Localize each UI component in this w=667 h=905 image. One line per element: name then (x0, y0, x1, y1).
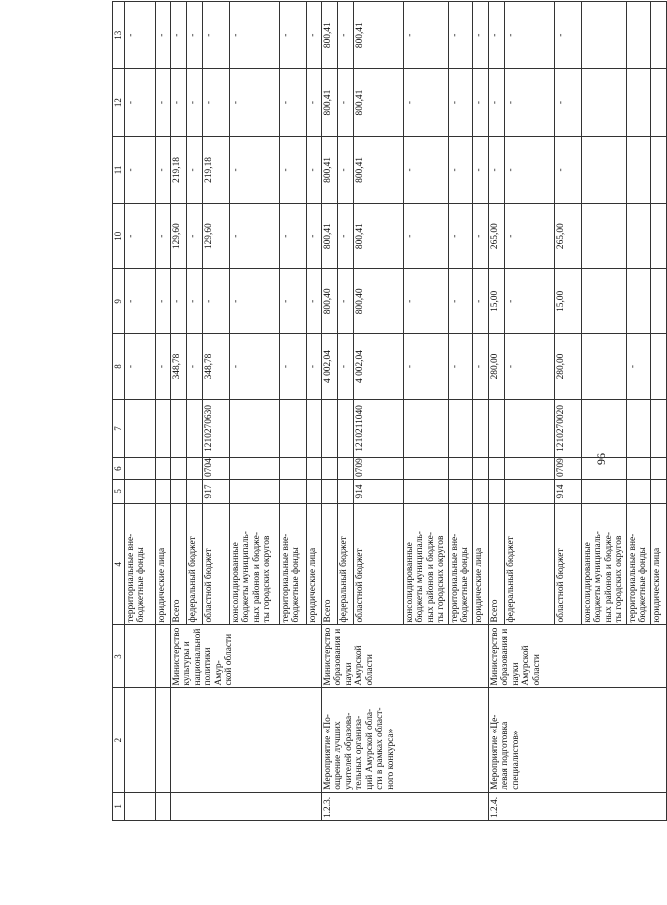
amount-cell: - (306, 2, 321, 69)
amount-cell: 348,78 (202, 334, 229, 399)
funding-source-cell: областной бюджет (554, 503, 581, 625)
amount-cell (650, 136, 666, 203)
amount-cell (581, 334, 626, 399)
budget-code-cell (488, 458, 504, 480)
budget-code-cell (488, 479, 504, 503)
amount-cell: - (448, 69, 472, 136)
amount-cell: - (337, 204, 353, 269)
budget-code-cell (650, 399, 666, 458)
amount-cell: - (472, 334, 488, 399)
amount-cell: - (186, 334, 202, 399)
budget-code-cell (626, 399, 650, 458)
amount-cell (626, 136, 650, 203)
executor-cell (124, 625, 155, 688)
budget-code-cell (504, 399, 554, 458)
funding-source-cell: Всего (321, 503, 337, 625)
budget-code-cell (581, 479, 626, 503)
amount-cell: 219,18 (202, 136, 229, 203)
amount-cell: - (337, 136, 353, 203)
amount-cell: 800,41 (353, 136, 403, 203)
funding-source-cell: федеральный бюджет (337, 503, 353, 625)
amount-cell: 800,40 (353, 269, 403, 334)
header-cell: 2 (113, 688, 125, 792)
budget-code-cell (448, 479, 472, 503)
budget-code-cell (155, 479, 170, 503)
amount-cell (626, 69, 650, 136)
budget-code-cell (170, 399, 186, 458)
amount-cell: - (337, 69, 353, 136)
amount-cell: - (279, 204, 306, 269)
header-cell: 10 (113, 204, 125, 269)
amount-cell: - (229, 334, 279, 399)
header-cell: 4 (113, 503, 125, 625)
item-number-cell: 1.2.3. (321, 792, 488, 820)
budget-code-cell (472, 458, 488, 480)
amount-cell: - (170, 269, 186, 334)
amount-cell (581, 136, 626, 203)
amount-cell: 219,18 (170, 136, 186, 203)
executor-cell: Министерство образования и науки Амурской области (488, 625, 666, 688)
amount-cell: 265,00 (488, 204, 504, 269)
measure-name-cell: Мероприятие «Це- левая подготовка специалистов» (488, 688, 666, 792)
amount-cell: - (337, 334, 353, 399)
header-cell: 5 (113, 479, 125, 503)
amount-cell: - (155, 69, 170, 136)
budget-code-cell (472, 479, 488, 503)
header-cell: 7 (113, 399, 125, 458)
amount-cell: 348,78 (170, 334, 186, 399)
page-number: 96 (594, 453, 608, 465)
budget-code-cell (403, 479, 448, 503)
budget-code-cell (448, 399, 472, 458)
header-cell: 6 (113, 458, 125, 480)
budget-code-cell (229, 479, 279, 503)
funding-source-cell: областной бюджет (353, 503, 403, 625)
budget-code-cell: 917 (202, 479, 229, 503)
budget-code-cell (229, 399, 279, 458)
budget-code-cell: 1210270020 (554, 399, 581, 458)
item-number-cell (155, 792, 170, 820)
amount-cell: - (124, 334, 155, 399)
funding-source-cell: консолидированные бюджеты муниципаль- ных районов и бюдже- ты городских округов (581, 503, 626, 625)
amount-cell (581, 69, 626, 136)
amount-cell: - (488, 69, 504, 136)
amount-cell: - (170, 69, 186, 136)
measure-name-cell (170, 688, 321, 792)
amount-cell: - (306, 136, 321, 203)
amount-cell: - (306, 269, 321, 334)
budget-code-cell (124, 399, 155, 458)
amount-cell: 129,60 (170, 204, 186, 269)
amount-cell: - (504, 334, 554, 399)
amount-cell: - (403, 2, 448, 69)
amount-cell: - (504, 69, 554, 136)
funding-source-cell: юридические лица (155, 503, 170, 625)
funding-source-cell: консолидированные бюджеты муниципаль- ных районов и бюдже- ты городских округов (403, 503, 448, 625)
header-cell: 3 (113, 625, 125, 688)
amount-cell: - (155, 204, 170, 269)
amount-cell: - (279, 2, 306, 69)
budget-code-cell (155, 458, 170, 480)
amount-cell: - (554, 69, 581, 136)
amount-cell: 800,41 (321, 204, 337, 269)
amount-cell: - (155, 269, 170, 334)
amount-cell: - (403, 136, 448, 203)
amount-cell: 280,00 (554, 334, 581, 399)
executor-cell: Министерство образования и науки Амурской области (321, 625, 488, 688)
budget-code-cell (403, 399, 448, 458)
amount-cell: - (554, 136, 581, 203)
amount-cell: - (337, 2, 353, 69)
header-cell: 11 (113, 136, 125, 203)
amount-cell: - (155, 2, 170, 69)
budget-code-cell (650, 479, 666, 503)
amount-cell: 800,41 (321, 2, 337, 69)
budget-code-cell: 1210270630 (202, 399, 229, 458)
budget-code-cell: 1210211040 (353, 399, 403, 458)
item-number-cell (170, 792, 321, 820)
amount-cell: 15,00 (488, 269, 504, 334)
budget-code-cell (337, 399, 353, 458)
budget-code-cell (170, 479, 186, 503)
amount-cell: - (403, 269, 448, 334)
table-row (321, 2, 337, 821)
amount-cell (626, 204, 650, 269)
budget-code-cell: 0704 (202, 458, 229, 480)
amount-cell (650, 204, 666, 269)
amount-cell (626, 269, 650, 334)
amount-cell: - (155, 136, 170, 203)
funding-source-cell: консолидированные бюджеты муниципаль- ных районов и бюдже- ты городских округов (229, 503, 279, 625)
amount-cell: 800,40 (321, 269, 337, 334)
amount-cell (581, 269, 626, 334)
amount-cell: - (472, 269, 488, 334)
amount-cell: - (337, 269, 353, 334)
amount-cell: - (186, 269, 202, 334)
amount-cell: - (186, 2, 202, 69)
amount-cell: - (155, 334, 170, 399)
amount-cell: - (306, 204, 321, 269)
amount-cell: - (472, 204, 488, 269)
budget-code-cell (229, 458, 279, 480)
amount-cell: - (124, 136, 155, 203)
budget-code-cell: 0709 (554, 458, 581, 480)
header-cell: 12 (113, 69, 125, 136)
budget-code-cell (186, 458, 202, 480)
amount-cell (650, 334, 666, 399)
amount-cell: 265,00 (554, 204, 581, 269)
budget-code-cell (124, 479, 155, 503)
budget-code-cell: 914 (554, 479, 581, 503)
amount-cell: - (202, 2, 229, 69)
amount-cell: 800,41 (353, 69, 403, 136)
amount-cell: - (186, 204, 202, 269)
amount-cell: - (448, 269, 472, 334)
budget-code-cell (504, 458, 554, 480)
header-row (113, 2, 125, 821)
amount-cell: - (229, 204, 279, 269)
funding-source-cell: территориальные вне- бюджетные фонды (626, 503, 650, 625)
amount-cell: - (229, 136, 279, 203)
amount-cell: 4 002,04 (353, 334, 403, 399)
amount-cell (581, 2, 626, 69)
amount-cell: 15,00 (554, 269, 581, 334)
budget-code-cell (337, 458, 353, 480)
amount-cell: - (229, 69, 279, 136)
budget-code-cell (155, 399, 170, 458)
table-row (170, 2, 186, 821)
funding-source-cell: территориальные вне- бюджетные фонды (448, 503, 472, 625)
amount-cell: - (504, 204, 554, 269)
amount-cell: - (403, 204, 448, 269)
budget-code-cell (472, 399, 488, 458)
budget-code-cell (186, 399, 202, 458)
amount-cell: - (504, 136, 554, 203)
funding-source-cell: Всего (488, 503, 504, 625)
budget-code-cell (448, 458, 472, 480)
amount-cell: - (186, 136, 202, 203)
table-row (124, 2, 155, 821)
funding-source-cell: юридические лица (306, 503, 321, 625)
budget-code-cell: 0709 (353, 458, 403, 480)
budget-code-cell (403, 458, 448, 480)
header-cell: 13 (113, 2, 125, 69)
budget-code-cell (306, 458, 321, 480)
amount-cell: - (448, 204, 472, 269)
budget-code-cell (626, 458, 650, 480)
budget-code-cell (306, 479, 321, 503)
amount-cell (626, 2, 650, 69)
budget-code-cell (124, 458, 155, 480)
amount-cell: - (448, 2, 472, 69)
funding-source-cell: территориальные вне- бюджетные фонды (124, 503, 155, 625)
amount-cell: - (202, 269, 229, 334)
amount-cell: 800,41 (321, 136, 337, 203)
amount-cell: - (488, 2, 504, 69)
amount-cell: - (124, 69, 155, 136)
budget-code-cell (321, 458, 337, 480)
amount-cell: - (448, 136, 472, 203)
amount-cell: - (186, 69, 202, 136)
budget-code-cell (581, 399, 626, 458)
amount-cell: - (306, 334, 321, 399)
amount-cell: - (504, 2, 554, 69)
amount-cell: 129,60 (202, 204, 229, 269)
amount-cell: - (504, 269, 554, 334)
budget-code-cell (279, 458, 306, 480)
budget-table (112, 1, 667, 821)
header-cell: 1 (113, 792, 125, 820)
amount-cell: 4 002,04 (321, 334, 337, 399)
item-number-cell (124, 792, 155, 820)
amount-cell (581, 204, 626, 269)
budget-code-cell (626, 479, 650, 503)
budget-code-cell (488, 399, 504, 458)
budget-code-cell (279, 399, 306, 458)
item-number-cell: 1.2.4. (488, 792, 666, 820)
amount-cell: - (472, 2, 488, 69)
amount-cell: 280,00 (488, 334, 504, 399)
funding-source-cell: федеральный бюджет (504, 503, 554, 625)
budget-code-cell (170, 458, 186, 480)
funding-source-cell: федеральный бюджет (186, 503, 202, 625)
funding-source-cell: юридические лица (650, 503, 666, 625)
measure-name-cell (155, 688, 170, 792)
amount-cell: - (124, 269, 155, 334)
amount-cell: - (488, 136, 504, 203)
amount-cell: - (229, 2, 279, 69)
amount-cell: - (403, 69, 448, 136)
amount-cell: - (306, 69, 321, 136)
amount-cell: - (229, 269, 279, 334)
amount-cell (650, 269, 666, 334)
budget-code-cell (186, 479, 202, 503)
executor-cell (155, 625, 170, 688)
amount-cell: - (626, 334, 650, 399)
measure-name-cell (124, 688, 155, 792)
funding-source-cell: областной бюджет (202, 503, 229, 625)
executor-cell: Министерство культуры и национальной политики Амур- ской области (170, 625, 321, 688)
funding-source-cell: территориальные вне- бюджетные фонды (279, 503, 306, 625)
amount-cell (650, 69, 666, 136)
amount-cell: - (403, 334, 448, 399)
amount-cell: - (279, 69, 306, 136)
budget-code-cell (306, 399, 321, 458)
budget-code-cell (337, 479, 353, 503)
amount-cell: - (279, 136, 306, 203)
funding-source-cell: юридические лица (472, 503, 488, 625)
budget-code-cell (581, 458, 626, 480)
amount-cell: 800,41 (353, 2, 403, 69)
amount-cell: - (202, 69, 229, 136)
budget-code-cell (650, 458, 666, 480)
amount-cell: - (554, 2, 581, 69)
funding-source-cell: Всего (170, 503, 186, 625)
amount-cell: - (124, 2, 155, 69)
table-row (488, 2, 504, 821)
budget-code-cell (504, 479, 554, 503)
budget-code-cell (321, 479, 337, 503)
budget-code-cell: 914 (353, 479, 403, 503)
amount-cell: - (124, 204, 155, 269)
table-row (155, 2, 170, 821)
header-cell: 9 (113, 269, 125, 334)
amount-cell: - (472, 136, 488, 203)
amount-cell: - (448, 334, 472, 399)
amount-cell: 800,41 (321, 69, 337, 136)
amount-cell: - (472, 69, 488, 136)
amount-cell: - (170, 2, 186, 69)
amount-cell: - (279, 334, 306, 399)
amount-cell: - (279, 269, 306, 334)
amount-cell: 800,41 (353, 204, 403, 269)
header-cell: 8 (113, 334, 125, 399)
amount-cell (650, 2, 666, 69)
measure-name-cell: Мероприятие «По- ощрение лучших учителей образова- тельных организа- ций Амурской обла- сти в рамках област- ного конкурса» (321, 688, 488, 792)
budget-code-cell (321, 399, 337, 458)
budget-code-cell (279, 479, 306, 503)
